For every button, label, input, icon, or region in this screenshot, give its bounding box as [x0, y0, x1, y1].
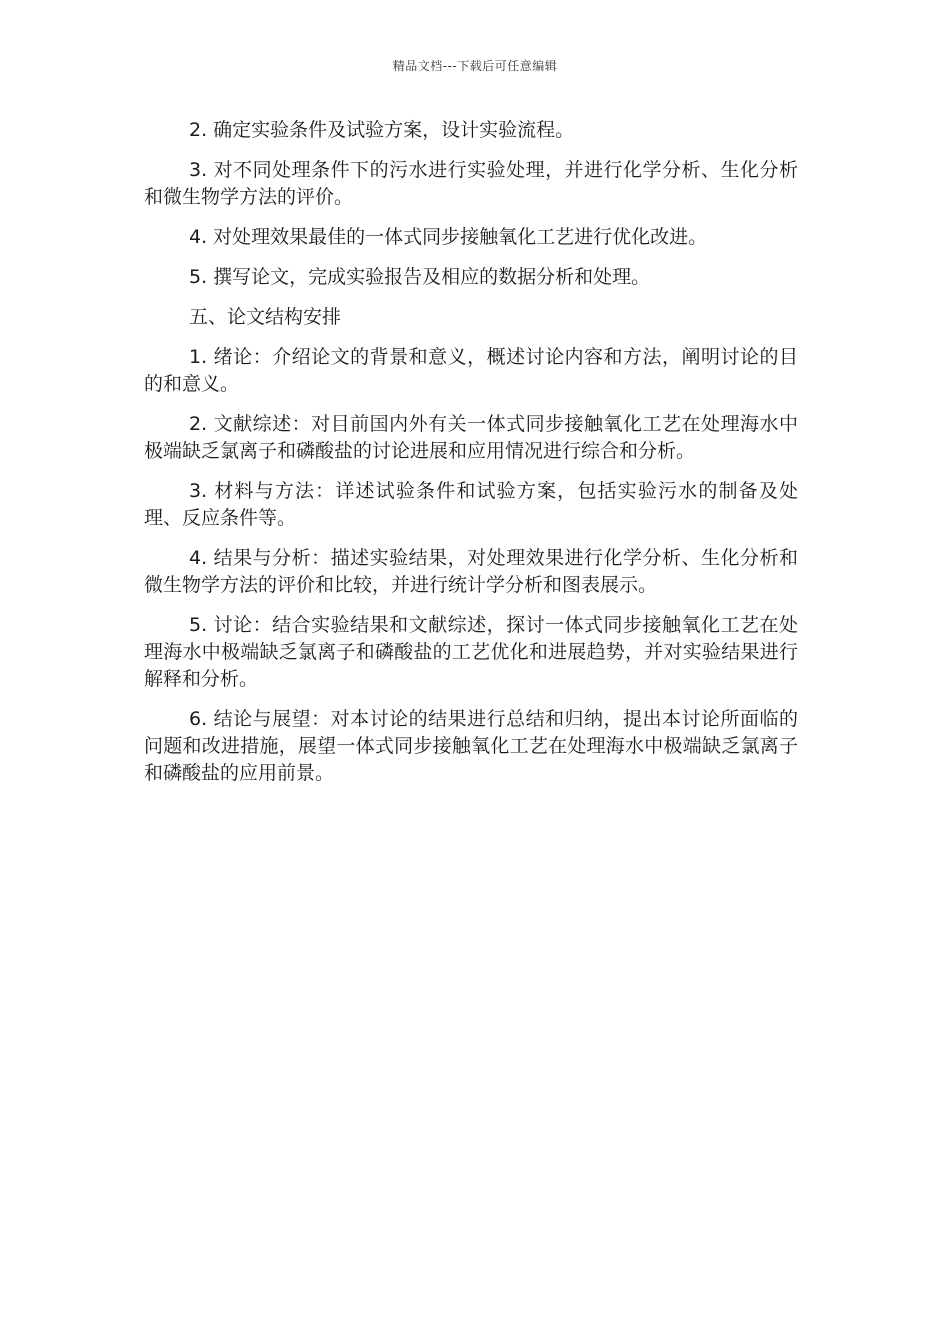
paragraph-results-analysis: 4. 结果与分析：描述实验结果，对处理效果进行化学分析、生化分析和微生物学方法的评价和比较，并进行统计学分析和图表展示。: [144, 547, 798, 596]
paragraph-step-2: 2. 确定实验条件及试验方案，设计实验流程。: [189, 119, 575, 141]
paragraph-materials-methods: 3. 材料与方法：详述试验条件和试验方案，包括实验污水的制备及处理、反应条件等。: [144, 480, 798, 529]
section-heading-structure: 五、论文结构安排: [189, 306, 342, 328]
paragraph-step-4: 4. 对处理效果最佳的一体式同步接触氧化工艺进行优化改进。: [189, 226, 708, 248]
paragraph-step-5: 5. 撰写论文，完成实验报告及相应的数据分析和处理。: [189, 266, 651, 288]
paragraph-introduction: 1. 绪论：介绍论文的背景和意义，概述讨论内容和方法，阐明讨论的目的和意义。: [144, 346, 798, 395]
paragraph-conclusion-outlook: 6. 结论与展望：对本讨论的结果进行总结和归纳，提出本讨论所面临的问题和改进措施，展望一体式同步接触氧化工艺在处理海水中极端缺乏氯离子和磷酸盐的应用前景。: [144, 708, 798, 784]
paragraph-step-3: 3. 对不同处理条件下的污水进行实验处理，并进行化学分析、生化分析和微生物学方法的评价。: [144, 159, 798, 208]
document-body: [144, 117, 798, 800]
paragraph-discussion: 5. 讨论：结合实验结果和文献综述，探讨一体式同步接触氧化工艺在处理海水中极端缺乏氯离子和磷酸盐的工艺优化和进展趋势，并对实验结果进行解释和分析。: [144, 614, 798, 690]
paragraph-literature-review: 2. 文献综述：对目前国内外有关一体式同步接触氧化工艺在处理海水中极端缺乏氯离子和磷酸盐的讨论进展和应用情况进行综合和分析。: [144, 413, 798, 462]
page-header: 精品文档---下载后可任意编辑: [392, 59, 558, 73]
